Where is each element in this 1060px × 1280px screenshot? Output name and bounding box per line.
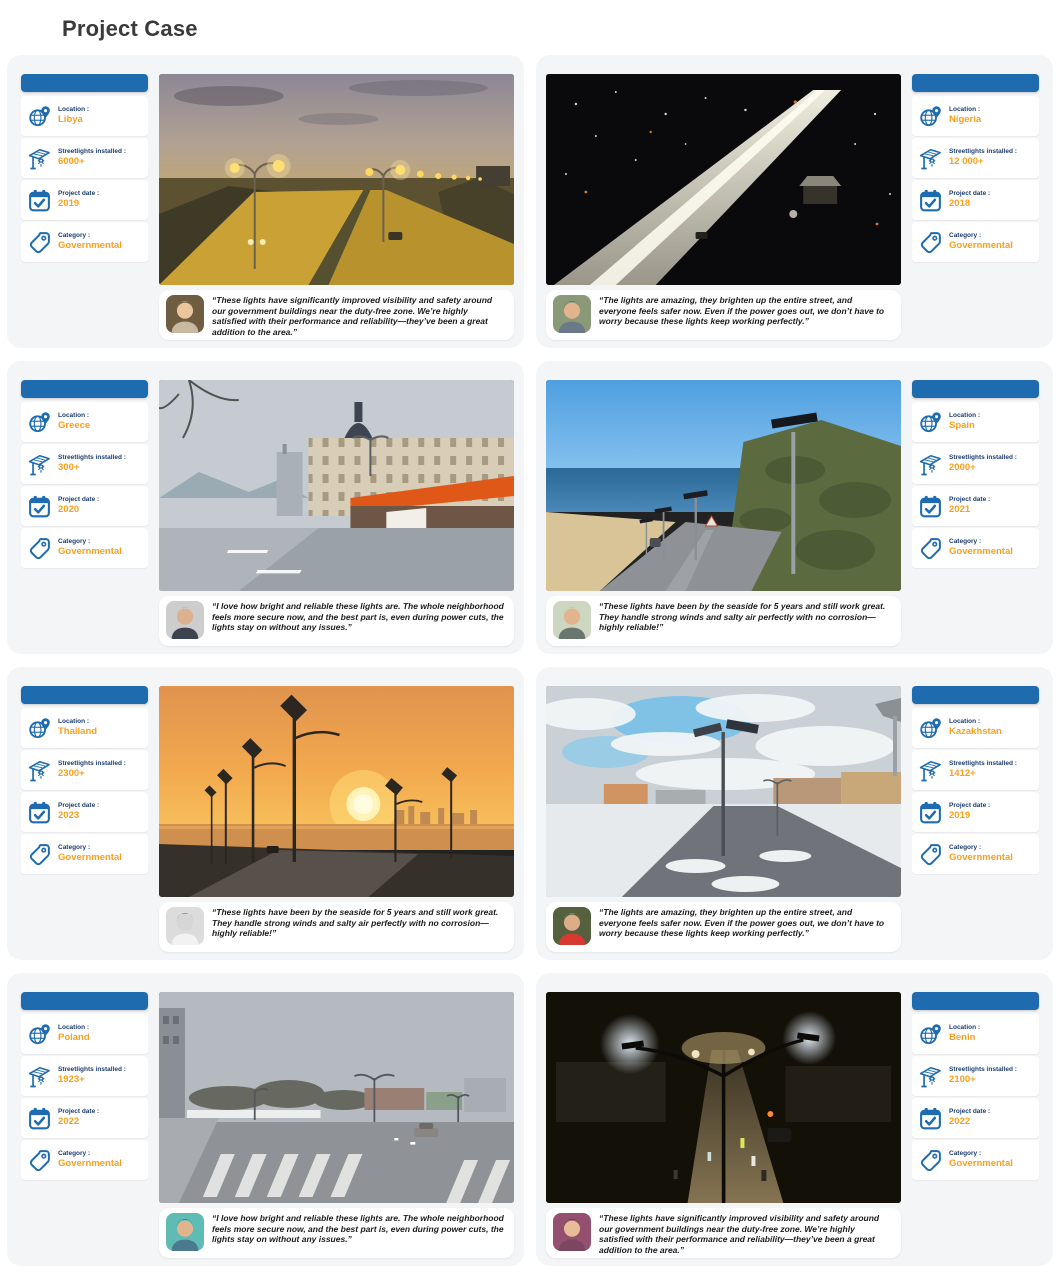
project-photo-spain: [546, 380, 901, 591]
project-photo-poland: [159, 992, 514, 1203]
info-label: Streetlights installed :: [949, 1066, 1017, 1074]
info-label: Streetlights installed :: [58, 760, 126, 768]
info-value: 2021: [949, 504, 971, 516]
info-value: Benin: [949, 1032, 976, 1044]
project-card-poland: [7, 973, 524, 1266]
testimonial-poland: [159, 1208, 514, 1258]
sidebar-header-bar: [912, 992, 1039, 1010]
info-location: [912, 1014, 1039, 1054]
info-value: Libya: [58, 114, 83, 126]
info-value: Spain: [949, 420, 975, 432]
info-location: [912, 96, 1039, 136]
info-project-date: [912, 1098, 1039, 1138]
avatar-blonde-woman: [166, 295, 204, 333]
project-card-nigeria: [536, 55, 1053, 348]
globe-location-icon: [27, 410, 52, 435]
info-streetlights: [912, 750, 1039, 790]
calendar-check-icon: [918, 494, 943, 519]
calendar-check-icon: [27, 800, 52, 825]
info-project-date: [21, 792, 148, 832]
project-photo-thailand: [159, 686, 514, 897]
info-label: Location :: [949, 106, 981, 114]
info-label: Category :: [58, 538, 91, 546]
project-card-kazakhstan: [536, 667, 1053, 960]
info-value: Greece: [58, 420, 91, 432]
project-photo-nigeria: [546, 74, 901, 285]
info-label: Streetlights installed :: [58, 148, 126, 156]
testimonial-text: “I love how bright and reliable these lights are. The whole neighborhood feels more secure now, and the best part is, even during power cuts, the lights stay on without any issues.”: [212, 1213, 504, 1245]
info-project-date: [912, 792, 1039, 832]
info-label: Category :: [949, 538, 982, 546]
globe-location-icon: [918, 104, 943, 129]
testimonial-libya: [159, 290, 514, 340]
info-value: 2023: [58, 810, 80, 822]
testimonial-text: “The lights are amazing, they brighten up the entire street, and everyone feels safer now. Even if the power goes out, we don’t have to worry because these lights keep working perfectly.”: [599, 907, 885, 939]
tag-icon: [27, 842, 52, 867]
info-label: Streetlights installed :: [949, 148, 1017, 156]
info-location: [21, 1014, 148, 1054]
info-label: Project date :: [58, 190, 100, 198]
globe-location-icon: [27, 716, 52, 741]
info-label: Category :: [58, 844, 91, 852]
info-value: Kazakhstan: [949, 726, 1002, 738]
info-location: [912, 402, 1039, 442]
testimonial-nigeria: [546, 290, 901, 340]
project-row-1: [7, 55, 1053, 348]
info-category: [21, 222, 148, 262]
solar-streetlight-icon: [918, 452, 943, 477]
info-label: Project date :: [58, 802, 100, 810]
info-value: Poland: [58, 1032, 90, 1044]
project-photo-libya: [159, 74, 514, 285]
avatar-man-glasses-teal: [166, 1213, 204, 1251]
info-value: Governmental: [58, 546, 122, 558]
info-project-date: [21, 486, 148, 526]
info-category: [912, 1140, 1039, 1180]
info-location: [21, 708, 148, 748]
card-sidebar: [912, 686, 1039, 952]
avatar-older-man-suit: [166, 601, 204, 639]
info-location: [912, 708, 1039, 748]
testimonial-spain: [546, 596, 901, 646]
info-streetlights: [21, 1056, 148, 1096]
info-value: 6000+: [58, 156, 85, 168]
testimonial-text: “These lights have been by the seaside for 5 years and still work great. They handle strong winds and salty air perfectly with no corrosion—highly reliable!”: [212, 907, 499, 939]
project-card-spain: [536, 361, 1053, 654]
info-value: Governmental: [949, 852, 1013, 864]
card-sidebar: [21, 380, 148, 646]
info-category: [912, 834, 1039, 874]
globe-location-icon: [918, 1022, 943, 1047]
project-photo-benin: [546, 992, 901, 1203]
info-label: Location :: [949, 718, 981, 726]
testimonial-text: “I love how bright and reliable these lights are. The whole neighborhood feels more secure now, and the best part is, even during power cuts, the lights stay on without any issues.”: [212, 601, 504, 633]
tag-icon: [27, 1148, 52, 1173]
avatar-smiling-woman: [553, 1213, 591, 1251]
info-value: 2019: [949, 810, 971, 822]
info-category: [912, 222, 1039, 262]
tag-icon: [918, 1148, 943, 1173]
calendar-check-icon: [918, 188, 943, 213]
info-streetlights: [912, 444, 1039, 484]
solar-streetlight-icon: [27, 146, 52, 171]
solar-streetlight-icon: [918, 146, 943, 171]
info-streetlights: [21, 444, 148, 484]
info-label: Project date :: [58, 1108, 100, 1116]
info-value: 2020: [58, 504, 80, 516]
solar-streetlight-icon: [27, 452, 52, 477]
globe-location-icon: [918, 716, 943, 741]
solar-streetlight-icon: [918, 1064, 943, 1089]
card-sidebar: [912, 380, 1039, 646]
info-value: 2022: [949, 1116, 971, 1128]
info-label: Project date :: [58, 496, 100, 504]
solar-streetlight-icon: [27, 758, 52, 783]
testimonial-text: “These lights have been by the seaside for 5 years and still work great. They handle strong winds and salty air perfectly with no corrosion—highly reliable!”: [599, 601, 886, 633]
info-streetlights: [21, 750, 148, 790]
info-label: Project date :: [949, 1108, 991, 1116]
info-category: [21, 528, 148, 568]
page-title: Project Case: [62, 16, 198, 41]
project-photo-greece: [159, 380, 514, 591]
info-value: 2300+: [58, 768, 85, 780]
info-value: 1923+: [58, 1074, 85, 1086]
info-label: Category :: [949, 232, 982, 240]
info-value: Thailand: [58, 726, 98, 738]
info-project-date: [21, 1098, 148, 1138]
info-label: Location :: [58, 718, 90, 726]
calendar-check-icon: [27, 1106, 52, 1131]
solar-streetlight-icon: [918, 758, 943, 783]
sidebar-header-bar: [912, 74, 1039, 92]
calendar-check-icon: [27, 188, 52, 213]
card-sidebar: [21, 992, 148, 1258]
project-card-benin: [536, 973, 1053, 1266]
info-label: Streetlights installed :: [58, 454, 126, 462]
info-value: 1412+: [949, 768, 976, 780]
info-label: Project date :: [949, 802, 991, 810]
avatar-bald-man-glasses: [553, 601, 591, 639]
info-project-date: [912, 180, 1039, 220]
card-sidebar: [912, 992, 1039, 1258]
info-category: [21, 1140, 148, 1180]
info-location: [21, 402, 148, 442]
info-label: Streetlights installed :: [58, 1066, 126, 1074]
project-row-2: [7, 361, 1053, 654]
calendar-check-icon: [918, 1106, 943, 1131]
project-row-4: [7, 973, 1053, 1266]
info-streetlights: [912, 138, 1039, 178]
info-value: Governmental: [949, 240, 1013, 252]
info-value: Nigeria: [949, 114, 982, 126]
info-label: Project date :: [949, 190, 991, 198]
info-value: Governmental: [58, 852, 122, 864]
tag-icon: [918, 230, 943, 255]
info-label: Category :: [949, 844, 982, 852]
globe-location-icon: [27, 104, 52, 129]
sidebar-header-bar: [21, 74, 148, 92]
testimonial-kazakhstan: [546, 902, 901, 952]
calendar-check-icon: [918, 800, 943, 825]
info-label: Streetlights installed :: [949, 760, 1017, 768]
avatar-young-man: [553, 295, 591, 333]
info-project-date: [912, 486, 1039, 526]
info-label: Category :: [58, 1150, 91, 1158]
testimonial-benin: [546, 1208, 901, 1258]
info-value: 2100+: [949, 1074, 976, 1086]
info-value: 2019: [58, 198, 80, 210]
globe-location-icon: [918, 410, 943, 435]
info-value: 2000+: [949, 462, 976, 474]
tag-icon: [27, 230, 52, 255]
info-value: 2022: [58, 1116, 80, 1128]
card-sidebar: [21, 686, 148, 952]
info-label: Project date :: [949, 496, 991, 504]
testimonial-text: “These lights have significantly improved visibility and safety around our government buildings near the duty-free zone. We’re highly satisfied with their performance and reliability—they’ve been a great addition to the area.”: [599, 1213, 880, 1255]
card-sidebar: [21, 74, 148, 340]
avatar-young-man-bw: [166, 907, 204, 945]
project-photo-kazakhstan: [546, 686, 901, 897]
sidebar-header-bar: [912, 686, 1039, 704]
tag-icon: [918, 536, 943, 561]
info-label: Location :: [949, 412, 981, 420]
card-sidebar: [912, 74, 1039, 340]
testimonial-greece: [159, 596, 514, 646]
testimonial-text: “These lights have significantly improved visibility and safety around our government buildings near the duty-free zone. We’re highly satisfied with their performance and reliability—they’ve been a great addition to the area.”: [212, 295, 493, 337]
info-value: 2018: [949, 198, 971, 210]
info-category: [21, 834, 148, 874]
info-value: Governmental: [949, 1158, 1013, 1170]
avatar-man-red-jacket: [553, 907, 591, 945]
tag-icon: [918, 842, 943, 867]
testimonial-thailand: [159, 902, 514, 952]
info-label: Location :: [58, 1024, 90, 1032]
info-label: Location :: [58, 106, 90, 114]
info-location: [21, 96, 148, 136]
info-streetlights: [21, 138, 148, 178]
testimonial-text: “The lights are amazing, they brighten up the entire street, and everyone feels safer now. Even if the power goes out, we don’t have to worry because these lights keep working perfectly.”: [599, 295, 885, 327]
sidebar-header-bar: [21, 686, 148, 704]
calendar-check-icon: [27, 494, 52, 519]
tag-icon: [27, 536, 52, 561]
info-label: Location :: [58, 412, 90, 420]
info-label: Location :: [949, 1024, 981, 1032]
info-label: Category :: [58, 232, 91, 240]
project-row-3: [7, 667, 1053, 960]
info-value: 12 000+: [949, 156, 984, 168]
project-case-grid: [0, 55, 1060, 1266]
info-streetlights: [912, 1056, 1039, 1096]
info-category: [912, 528, 1039, 568]
project-card-greece: [7, 361, 524, 654]
sidebar-header-bar: [21, 380, 148, 398]
info-value: 300+: [58, 462, 80, 474]
info-value: Governmental: [949, 546, 1013, 558]
info-value: Governmental: [58, 240, 122, 252]
project-card-libya: [7, 55, 524, 348]
info-label: Category :: [949, 1150, 982, 1158]
solar-streetlight-icon: [27, 1064, 52, 1089]
project-card-thailand: [7, 667, 524, 960]
info-project-date: [21, 180, 148, 220]
globe-location-icon: [27, 1022, 52, 1047]
sidebar-header-bar: [912, 380, 1039, 398]
info-label: Streetlights installed :: [949, 454, 1017, 462]
info-value: Governmental: [58, 1158, 122, 1170]
sidebar-header-bar: [21, 992, 148, 1010]
